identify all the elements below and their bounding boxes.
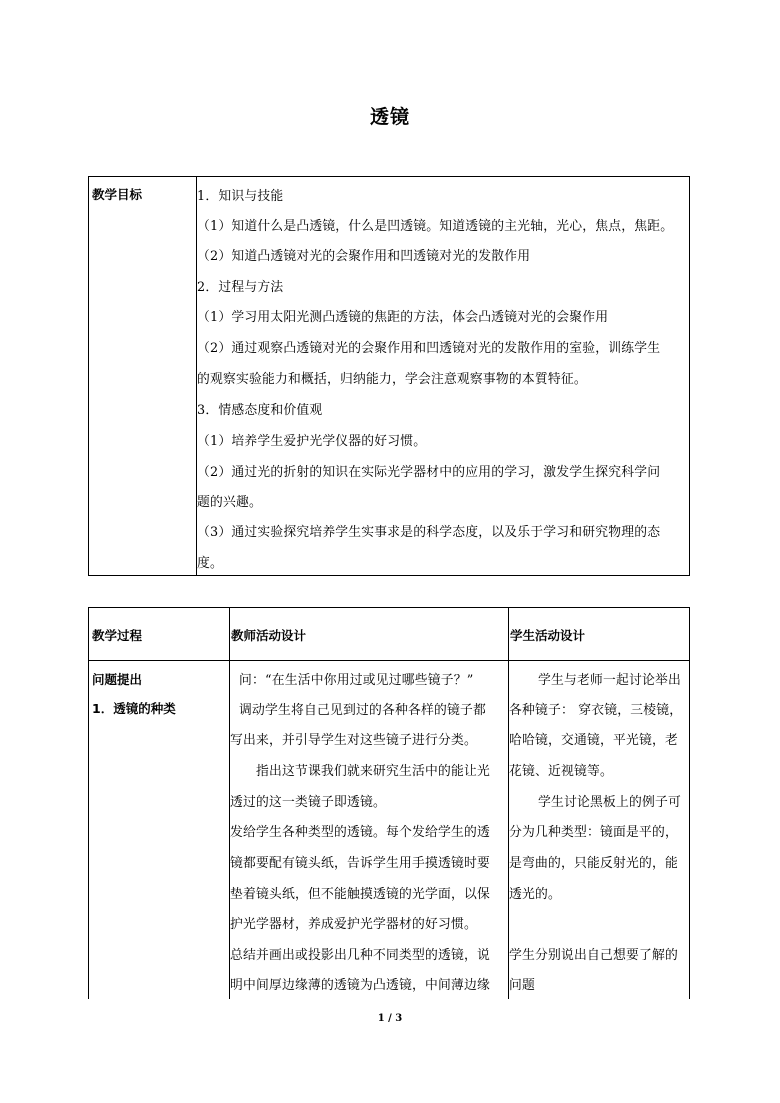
student-line: 透光的。 [509, 887, 561, 902]
student-line: 分为几种类型：镜面是平的， [509, 825, 678, 840]
objective-line: （1）培养学生爱护光学仪器的好习惯。 [197, 434, 427, 449]
student-line: 各种镜子： 穿衣镜，三棱镜， [509, 703, 683, 718]
page-title: 透镜 [369, 106, 410, 128]
header-student: 学生活动设计 [510, 628, 586, 643]
teacher-line: 垫着镜头纸，但不能触摸透镜的光学面，以保 [230, 887, 490, 902]
teacher-line: 调动学生将自己见到过的各种各样的镜子都 [239, 703, 486, 718]
objective-line: 3．情感态度和价值观 [197, 403, 323, 418]
student-line: 学生讨论黑板上的例子可 [538, 795, 681, 810]
process-step-subtitle: 1．透镜的种类 [92, 701, 176, 716]
teacher-line: 总结并画出或投影出几种不同类型的透镜，说 [230, 948, 490, 963]
student-line: 是弯曲的，只能反射光的，能 [509, 856, 678, 871]
teacher-line: 镜都要配有镜头纸，告诉学生用手摸透镜时要 [230, 856, 490, 871]
process-header-row [89, 608, 689, 661]
process-table [88, 607, 690, 999]
objective-line: （2）通过观察凸透镜对光的会聚作用和凹透镜对光的发散作用的室验，训练学生 [197, 341, 661, 356]
student-line: 哈哈镜，交通镜，平光镜，老 [509, 733, 678, 748]
student-line: 学生与老师一起讨论举出 [538, 673, 681, 688]
objectives-table [88, 176, 690, 576]
objective-line: （3）通过实验探究培养学生实事求是的科学态度，以及乐于学习和研究物理的态 [197, 525, 661, 540]
student-line: 花镜、近视镜等。 [509, 764, 613, 779]
objective-line: （2）通过光的折射的知识在实际光学器材中的应用的学习，激发学生探究科学问 [197, 465, 661, 480]
teacher-line: 明中间厚边缘薄的透镜为凸透镜，中间薄边缘 [230, 978, 490, 993]
process-step-title: 问题提出 [92, 672, 143, 687]
objective-line: （2）知道凸透镜对光的会聚作用和凹透镜对光的发散作用 [197, 249, 531, 264]
student-line: 学生分别说出自己想要了解的 [509, 948, 678, 963]
objective-line: 度。 [197, 556, 223, 571]
objectives-label-cell [89, 177, 197, 575]
teacher-line: 透过的这一类镜子即透镜。 [230, 795, 386, 810]
column-divider [508, 608, 509, 999]
objectives-content-cell [197, 177, 689, 575]
objective-line: 题的兴趣。 [197, 495, 262, 510]
student-line: 问题 [509, 978, 535, 993]
header-process: 教学过程 [92, 628, 143, 643]
objective-line: 1．知识与技能 [197, 189, 284, 204]
header-teacher: 教师活动设计 [231, 628, 307, 643]
page-number: 1 / 3 [377, 1013, 403, 1024]
teacher-line: 发给学生各种类型的透镜。每个发给学生的透 [230, 825, 490, 840]
objectives-label: 教学目标 [92, 187, 143, 202]
objective-line: 2．过程与方法 [197, 280, 284, 295]
teacher-line: 问：“在生活中你用过或见过哪些镜子？” [239, 673, 474, 688]
teacher-line: 护光学器材，养成爱护光学器材的好习惯。 [230, 917, 477, 932]
objective-line: （1）知道什么是凸透镜，什么是凹透镜。知道透镜的主光轴，光心，焦点，焦距。 [197, 219, 674, 234]
objective-line: 的观察实验能力和概括，归纳能力，学会注意观察事物的本質特征。 [197, 372, 587, 387]
objective-line: （1）学习用太阳光测凸透镜的焦距的方法，体会凸透镜对光的会聚作用 [197, 310, 609, 325]
teacher-line: 指出这节课我们就来研究生活中的能让光 [256, 764, 490, 779]
teacher-line: 写出来，并引导学生对这些镜子进行分类。 [230, 733, 477, 748]
